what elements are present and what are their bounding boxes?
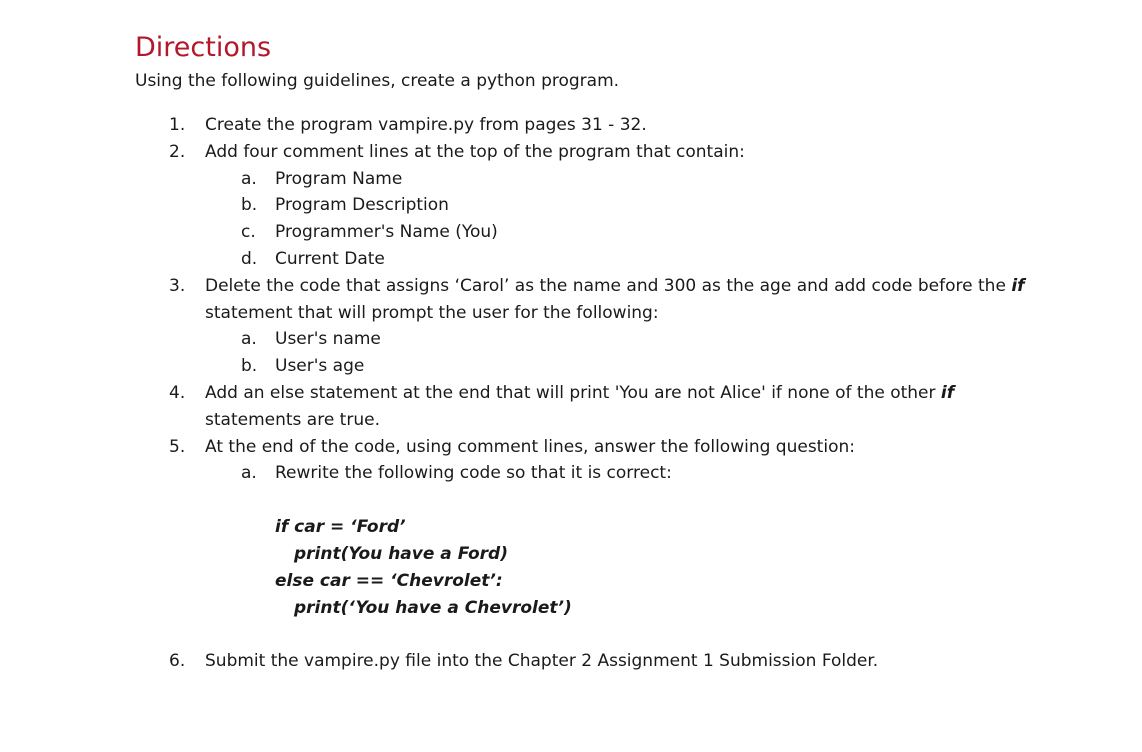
keyword-if: if: [1011, 275, 1025, 296]
directions-heading: Directions: [135, 32, 272, 63]
sub-item: [205, 166, 1055, 193]
sub-text: Rewrite the following code so that it is correct:: [275, 463, 672, 484]
step-text: At the end of the code, using comment lines, answer the following question:: [205, 436, 855, 457]
list-item: [135, 434, 1055, 622]
sub-letter: a.: [241, 329, 257, 350]
list-item: [135, 648, 1055, 675]
code-block: [275, 514, 1055, 621]
sub-item: [205, 192, 1055, 219]
sub-item: [205, 460, 1055, 487]
sub-letter: d.: [241, 248, 258, 269]
list-item: [135, 112, 1055, 139]
step-number: 4.: [169, 382, 186, 403]
step-number: 6.: [169, 651, 186, 672]
step-text-continued: statements are true.: [205, 409, 380, 430]
step-text-continued: statement that will prompt the user for the following:: [205, 302, 659, 323]
intro-text: Using the following guidelines, create a python program.: [135, 71, 620, 91]
sub-letter: a.: [241, 168, 257, 189]
steps-list: [135, 112, 1055, 675]
list-item: [135, 380, 1055, 434]
sub-item: [205, 353, 1055, 380]
sub-list: [205, 166, 1055, 273]
sub-text: Current Date: [275, 248, 385, 269]
sub-text: User's name: [275, 329, 381, 350]
list-item: [135, 139, 1055, 273]
step-text: Create the program vampire.py from pages 31 - 32.: [205, 115, 647, 135]
sub-list: [205, 460, 1055, 487]
sub-item: [205, 219, 1055, 246]
sub-item: [205, 326, 1055, 353]
step-number: 5.: [169, 436, 186, 457]
keyword-if: if: [940, 382, 955, 403]
list-item: [135, 273, 1055, 380]
sub-letter: b.: [241, 356, 258, 377]
code-line: print(You have a Ford): [294, 543, 508, 564]
sub-text: User's age: [275, 356, 365, 377]
code-line: if car = ‘Ford’: [275, 517, 406, 538]
step-number: 2.: [169, 141, 186, 162]
step-text: Submit the vampire.py file into the Chapter 2 Assignment 1 Submission Folder.: [205, 651, 879, 672]
document-page: [135, 30, 1055, 675]
sub-letter: a.: [241, 463, 257, 484]
step-number: 3.: [169, 275, 186, 296]
code-line: print(‘You have a Chevrolet’): [294, 597, 572, 618]
step-text: Add an else statement at the end that will print 'You are not Alice' if none of the other: [205, 382, 941, 403]
sub-letter: c.: [241, 222, 256, 243]
sub-item: [205, 246, 1055, 273]
sub-letter: b.: [241, 195, 258, 216]
sub-text: Programmer's Name (You): [275, 222, 498, 243]
code-line: else car == ‘Chevrolet’:: [275, 570, 503, 591]
step-text: Add four comment lines at the top of the program that contain:: [205, 141, 745, 162]
step-number: 1.: [169, 115, 186, 135]
step-text: Delete the code that assigns ‘Carol’ as the name and 300 as the age and add code before the: [205, 275, 1012, 296]
sub-text: Program Description: [275, 195, 449, 216]
sub-text: Program Name: [275, 168, 403, 189]
sub-list: [205, 326, 1055, 380]
